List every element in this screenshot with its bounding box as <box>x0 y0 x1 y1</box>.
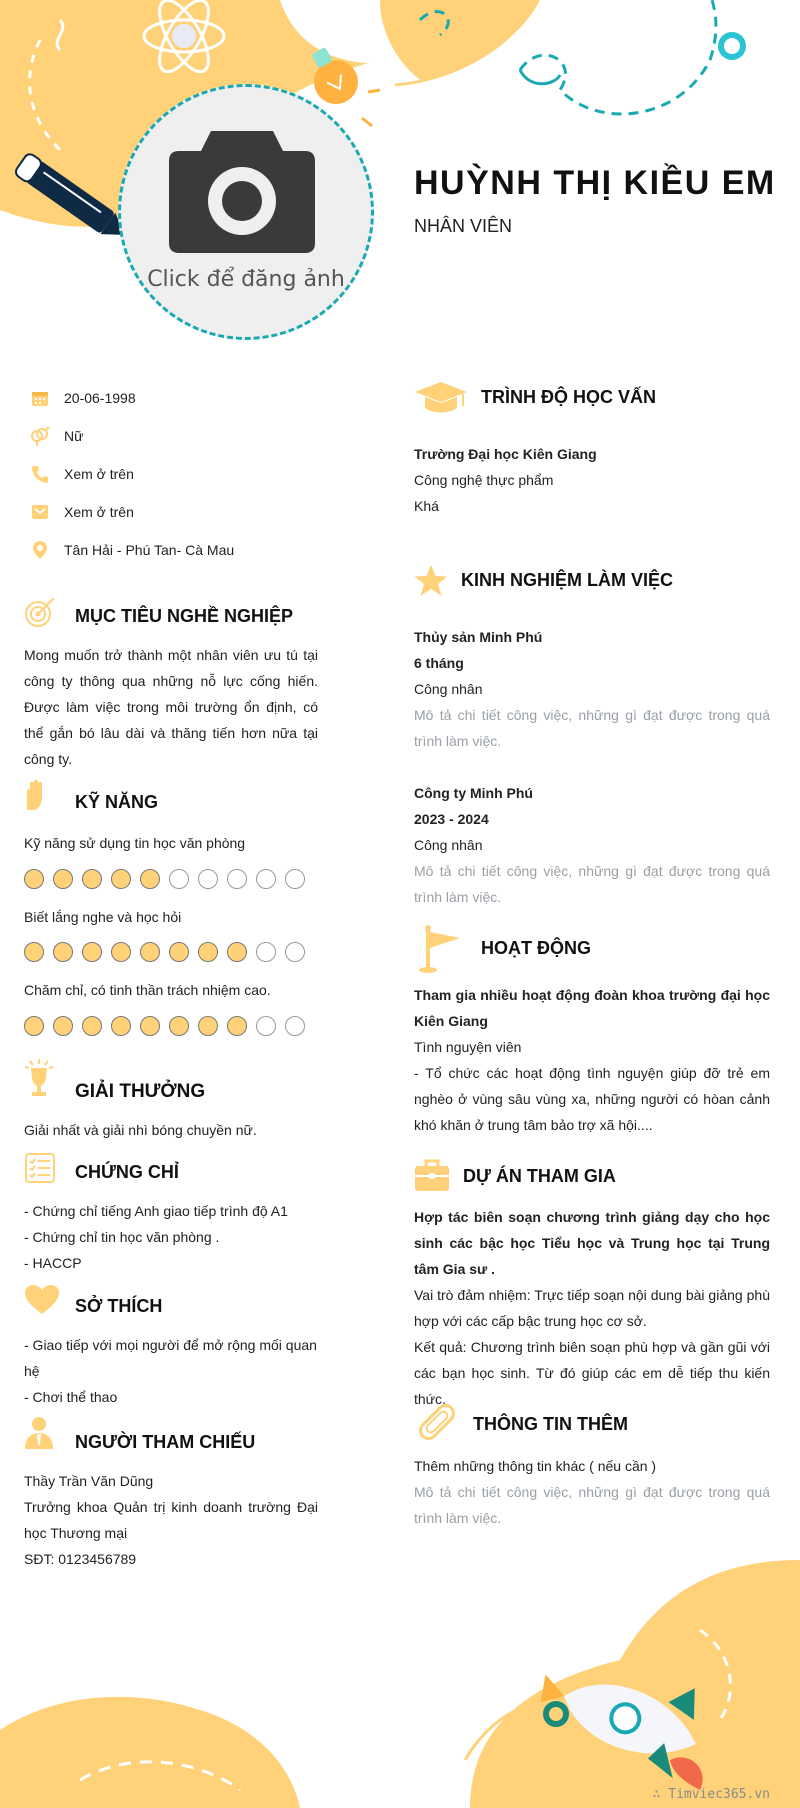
contact-text: 20-06-1998 <box>64 390 136 406</box>
experience-period: 2023 - 2024 <box>414 811 489 827</box>
projects-heading: DỰ ÁN THAM GIA <box>463 1166 616 1186</box>
activity-title: Tham gia nhiều hoạt động đoàn khoa trường đại học Kiên Giang <box>414 987 770 1029</box>
projects-block <box>414 1204 770 1412</box>
candidate-position: NHÂN VIÊN <box>414 216 513 236</box>
photo-upload-label: Click để đăng ảnh <box>147 267 345 292</box>
certificate-item: - Chứng chỉ tiếng Anh giao tiếp trình độ A1 <box>24 1203 288 1219</box>
rating-dot-filled <box>24 942 44 962</box>
education-grade: Khá <box>414 498 439 514</box>
trophy-icon <box>22 1058 56 1098</box>
project-role: Vai trò đảm nhiệm: Trực tiếp soạn nội dung bài giảng phù hợp với các cấp bậc trung học cơ sở. <box>414 1287 770 1329</box>
rating-dot-filled <box>198 1016 218 1036</box>
rating-dot-empty <box>285 1016 305 1036</box>
rating-dot-empty <box>198 869 218 889</box>
target-icon <box>24 596 56 628</box>
awards-heading: GIẢI THƯỞNG <box>75 1081 206 1102</box>
phone-icon <box>30 464 50 484</box>
activity-description: - Tổ chức các hoạt động tình nguyện giúp đỡ trẻ em nghèo ở vùng sâu vùng xa, những người có hòan cảnh khó khăn ở trung tâm bảo trợ xã hội.... <box>414 1065 770 1133</box>
education-block <box>414 441 770 519</box>
skills-heading: KỸ NĂNG <box>75 792 159 812</box>
experience-role: Công nhân <box>414 837 483 853</box>
rating-dot-empty <box>256 1016 276 1036</box>
rating-dot-filled <box>53 869 73 889</box>
rating-dot-filled <box>111 869 131 889</box>
project-title: Hợp tác biên soạn chương trình giảng dạy cho học sinh các bậc học Tiểu học và Trung học tại Trung tâm Gia sư . <box>414 1209 770 1277</box>
certificates-heading: CHỨNG CHỈ <box>75 1162 179 1182</box>
rating-dot-filled <box>53 942 73 962</box>
activity-role: Tình nguyện viên <box>414 1039 522 1055</box>
objective-text: Mong muốn trở thành một nhân viên ưu tú tại công ty thông qua những nỗ lực cống hiến. Được làm việc trong môi trường ổn định, có thể gắn bó lâu dài và thăng tiến hơn nữa tại công ty. <box>24 647 318 767</box>
extra-block <box>414 1453 770 1531</box>
contact-text: Nữ <box>64 428 84 444</box>
hobbies-list <box>24 1332 318 1410</box>
hand-icon <box>22 778 48 812</box>
rating-dot-filled <box>169 942 189 962</box>
hobbies-heading: SỞ THÍCH <box>75 1296 163 1316</box>
experience-description: Mô tả chi tiết công việc, những gì đạt được trong quá trình làm việc. <box>414 707 770 749</box>
rating-dot-filled <box>111 942 131 962</box>
contact-text: Tân Hải - Phú Tan- Cà Mau <box>64 542 235 558</box>
rating-dot-filled <box>82 1016 102 1036</box>
education-heading: TRÌNH ĐỘ HỌC VẤN <box>481 387 656 407</box>
rating-dot-empty <box>169 869 189 889</box>
hobby-item: - Giao tiếp với mọi người để mở rộng mối quan hệ <box>24 1337 317 1379</box>
activities-block <box>414 982 770 1138</box>
certificate-item: - Chứng chỉ tin học văn phòng . <box>24 1229 220 1245</box>
reference-line: Trưởng khoa Quản trị kinh doanh trường Đại học Thương mại <box>24 1499 318 1541</box>
paperclip-icon <box>414 1402 460 1442</box>
email-icon <box>30 502 50 522</box>
certificate-item: - HACCP <box>24 1255 82 1271</box>
experience-period: 6 tháng <box>414 655 464 671</box>
rating-dot-filled <box>140 1016 160 1036</box>
rating-dot-filled <box>53 1016 73 1036</box>
extra-description: Mô tả chi tiết công việc, những gì đạt được trong quá trình làm việc. <box>414 1484 770 1526</box>
rating-dot-filled <box>198 942 218 962</box>
reference-line: Thầy Trần Văn Dũng <box>24 1473 154 1489</box>
project-result: Kết quả: Chương trình biên soạn phù hợp và gần gũi với các bạn học sinh. Từ đó giúp các em dễ tiếp thu kiến thức. <box>414 1339 770 1407</box>
reference-line: SĐT: 0123456789 <box>24 1551 137 1567</box>
checklist-icon <box>24 1152 56 1184</box>
skill-name: Kỹ năng sử dụng tin học văn phòng <box>24 835 246 851</box>
graduation-cap-icon <box>413 380 469 416</box>
contact-text: Xem ở trên <box>64 466 134 482</box>
rating-dot-filled <box>227 942 247 962</box>
heart-icon <box>24 1284 60 1316</box>
star-icon <box>413 564 449 598</box>
flag-icon <box>418 924 462 974</box>
location-pin-icon <box>30 540 50 560</box>
extra-heading: THÔNG TIN THÊM <box>473 1414 628 1434</box>
avatar-upload[interactable] <box>118 84 374 340</box>
experience-company: Công ty Minh Phú <box>414 785 533 801</box>
rating-dot-filled <box>140 942 160 962</box>
skill-name: Chăm chỉ, có tinh thần trách nhiệm cao. <box>24 982 271 998</box>
education-major: Công nghệ thực phẩm <box>414 472 554 488</box>
extra-text: Thêm những thông tin khác ( nếu cần ) <box>414 1458 657 1474</box>
rating-dot-empty <box>285 869 305 889</box>
watermark: ∴ Timviec365.vn <box>652 1787 770 1802</box>
experience-description: Mô tả chi tiết công việc, những gì đạt được trong quá trình làm việc. <box>414 863 770 905</box>
rating-dot-empty <box>256 869 276 889</box>
experience-heading: KINH NGHIỆM LÀM VIỆC <box>461 570 674 590</box>
experience-item <box>414 624 770 754</box>
rating-dot-filled <box>82 869 102 889</box>
education-school: Trường Đại học Kiên Giang <box>414 446 597 462</box>
candidate-name: HUỲNH THỊ KIỀU EM <box>414 164 776 202</box>
awards-text: Giải nhất và giải nhì bóng chuyền nữ. <box>24 1122 257 1138</box>
activities-heading: HOẠT ĐỘNG <box>481 938 591 958</box>
rating-dot-empty <box>256 942 276 962</box>
skill-name: Biết lắng nghe và học hỏi <box>24 909 182 925</box>
references-list <box>24 1468 318 1572</box>
rating-dot-filled <box>24 1016 44 1036</box>
rating-dot-empty <box>285 942 305 962</box>
rating-dot-filled <box>227 1016 247 1036</box>
contact-text: Xem ở trên <box>64 504 134 520</box>
rating-dot-filled <box>111 1016 131 1036</box>
rating-dot-filled <box>82 942 102 962</box>
references-heading: NGƯỜI THAM CHIẾU <box>75 1432 256 1452</box>
rating-dot-filled <box>140 869 160 889</box>
rating-dot-filled <box>24 869 44 889</box>
calendar-icon <box>30 388 50 408</box>
experience-company: Thủy sản Minh Phú <box>414 629 543 645</box>
certificates-list <box>24 1198 324 1276</box>
experience-role: Công nhân <box>414 681 483 697</box>
objective-heading: MỤC TIÊU NGHỀ NGHIỆP <box>75 606 294 626</box>
hobby-item: - Chơi thể thao <box>24 1389 118 1405</box>
rating-dot-filled <box>169 1016 189 1036</box>
rating-dot-empty <box>227 869 247 889</box>
camera-icon <box>165 125 319 255</box>
briefcase-icon <box>414 1158 450 1192</box>
gender-icon <box>30 426 50 446</box>
experience-item <box>414 780 770 910</box>
person-icon <box>24 1416 54 1450</box>
